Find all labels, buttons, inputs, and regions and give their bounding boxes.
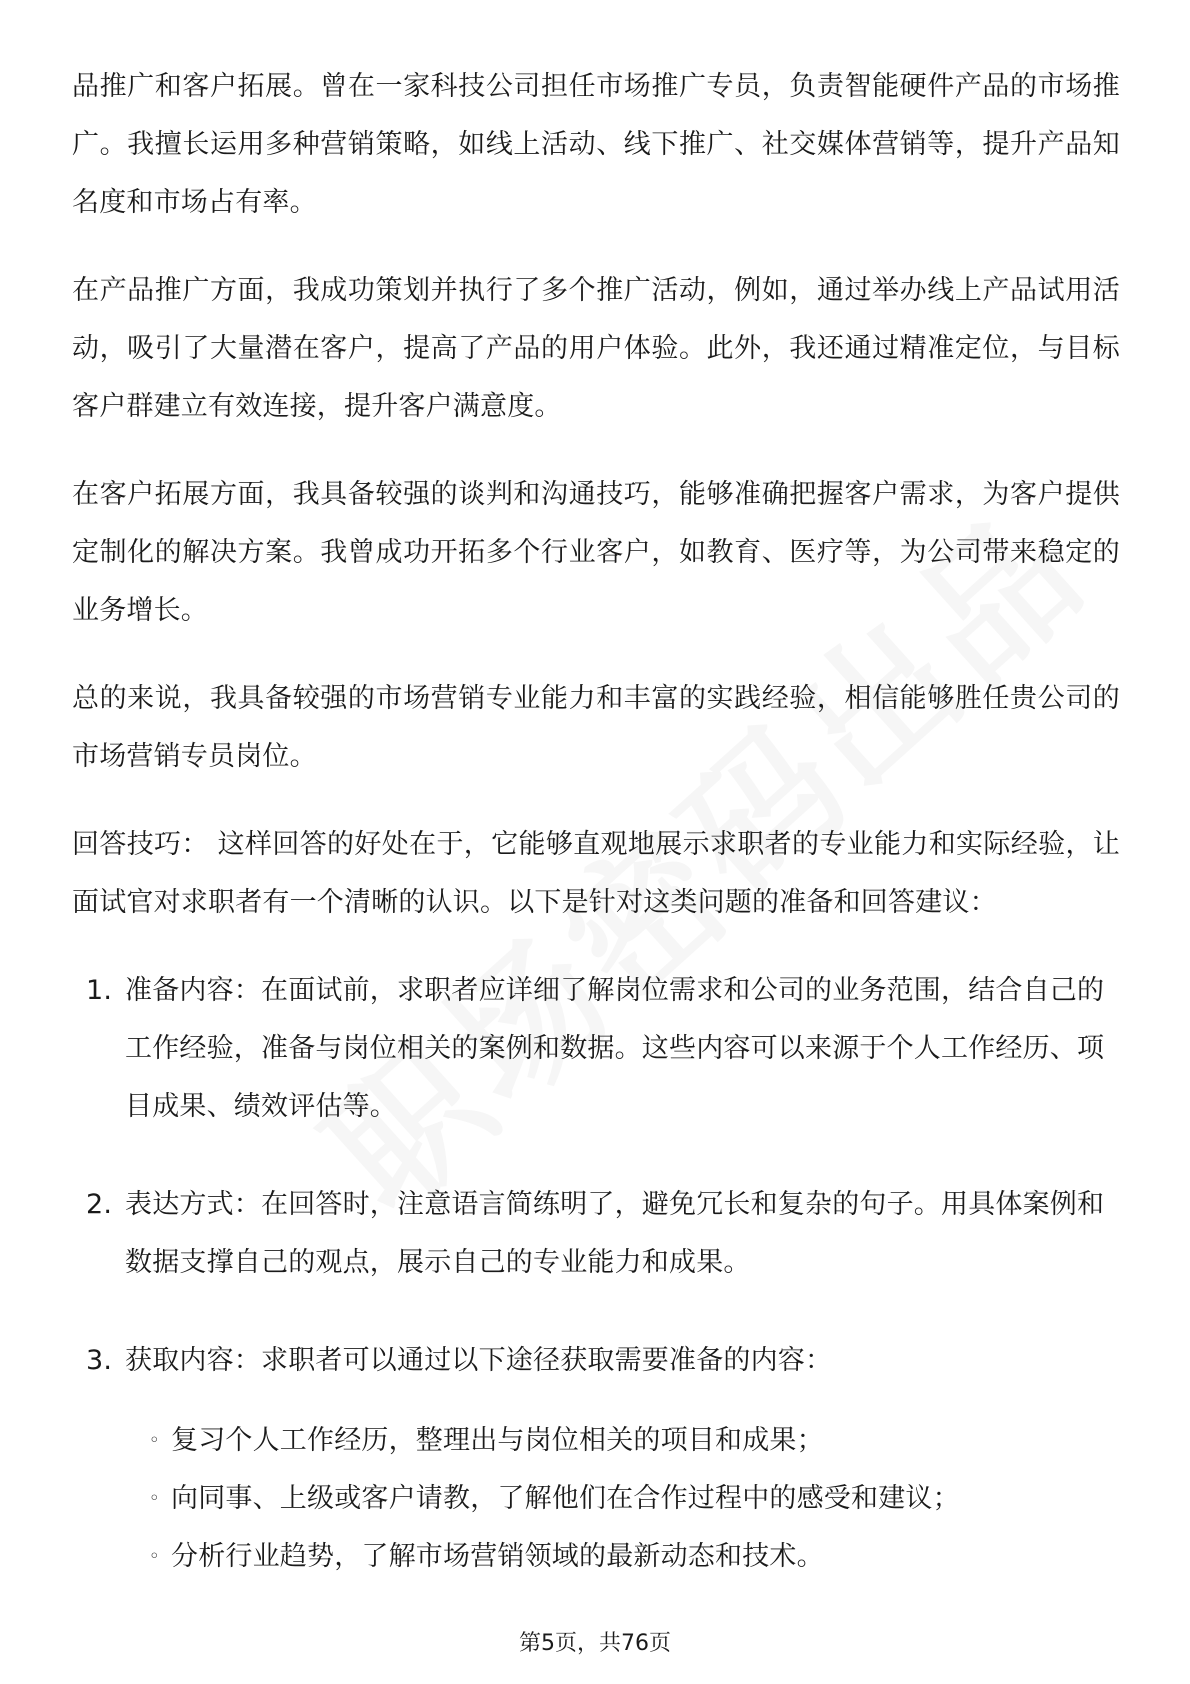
paragraph: 在产品推广方面，我成功策划并执行了多个推广活动，例如，通过举办线上产品试用活动，吸引了大量潜在客户，提高了产品的用户体验。此外，我还通过精准定位，与目标客户群建立有效连接，提升客户满意度。 (72, 275, 1120, 422)
sub-list-item (125, 1528, 1120, 1586)
list-number: 2. (86, 1189, 113, 1220)
paragraph: 在客户拓展方面，我具备较强的谈判和沟通技巧，能够准确把握客户需求，为客户提供定制化的解决方案。我曾成功开拓多个行业客户，如教育、医疗等，为公司带来稳定的业务增长。 (72, 479, 1120, 626)
sub-list-item (125, 1470, 1120, 1528)
paragraph: 总的来说，我具备较强的市场营销专业能力和丰富的实践经验，相信能够胜任贵公司的市场营销专员岗位。 (72, 683, 1120, 772)
answer-tips-paragraph: 回答技巧： 这样回答的好处在于，它能够直观地展示求职者的专业能力和实际经验，让面试官对求职者有一个清晰的认识。以下是针对这类问题的准备和回答建议： (72, 829, 1120, 918)
list-number: 1. (86, 975, 113, 1006)
bullet-icon: ◦ (149, 1546, 160, 1567)
sub-list-item-text: 向同事、上级或客户请教，了解他们在合作过程中的感受和建议； (171, 1483, 960, 1514)
sub-list (125, 1412, 1120, 1586)
page-number-footer: 第5页，共76页 (519, 1631, 671, 1656)
list-item-text: 准备内容：在面试前，求职者应详细了解岗位需求和公司的业务范围，结合自己的工作经验，准备与岗位相关的案例和数据。这些内容可以来源于个人工作经历、项目成果、绩效评估等。 (125, 975, 1105, 1122)
bullet-icon: ◦ (149, 1488, 160, 1509)
document-body (72, 58, 1120, 1626)
list-item (72, 1332, 1120, 1586)
list-number: 3. (86, 1345, 113, 1376)
numbered-list (72, 962, 1120, 1586)
sub-list-item-text: 分析行业趋势，了解市场营销领域的最新动态和技术。 (171, 1541, 824, 1572)
list-item-text: 表达方式：在回答时，注意语言简练明了，避免冗长和复杂的句子。用具体案例和数据支撑自己的观点，展示自己的专业能力和成果。 (125, 1189, 1105, 1278)
sub-list-item-text: 复习个人工作经历，整理出与岗位相关的项目和成果； (171, 1425, 824, 1456)
paragraph: 品推广和客户拓展。曾在一家科技公司担任市场推广专员，负责智能硬件产品的市场推广。我擅长运用多种营销策略，如线上活动、线下推广、社交媒体营销等，提升产品知名度和市场占有率。 (72, 71, 1120, 218)
sub-list-item (125, 1412, 1120, 1470)
list-item-text: 获取内容：求职者可以通过以下途径获取需要准备的内容： (125, 1345, 833, 1376)
list-item (72, 1176, 1120, 1292)
list-item (72, 962, 1120, 1136)
bullet-icon: ◦ (149, 1430, 160, 1451)
